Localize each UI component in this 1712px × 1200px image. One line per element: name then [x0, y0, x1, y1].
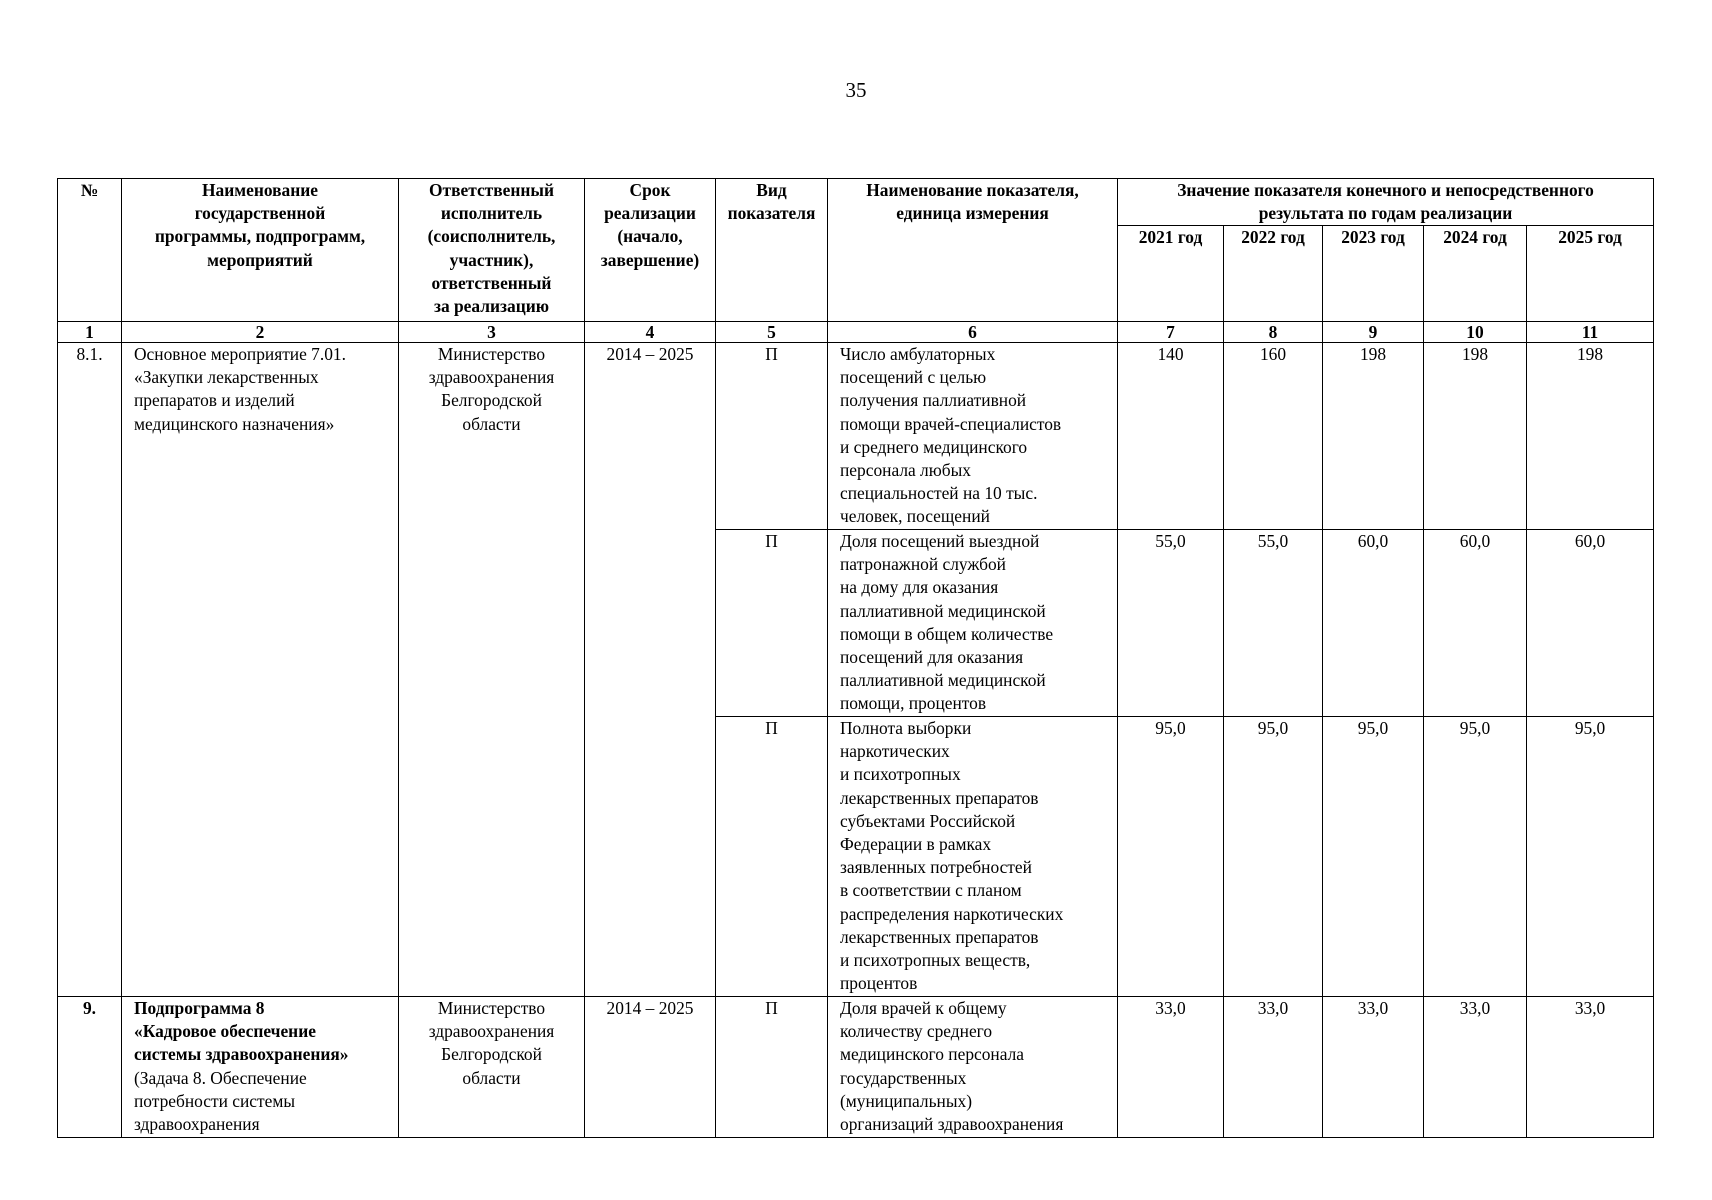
header-num: № [58, 179, 122, 322]
program-name [122, 997, 399, 1138]
header-values-group: Значение показателя конечного и непосредственного результата по годам реализации [1118, 179, 1654, 226]
value-2025: 95,0 [1527, 717, 1654, 997]
column-index: 5 [716, 322, 828, 343]
value-2025: 198 [1527, 343, 1654, 530]
value-2023: 33,0 [1323, 997, 1424, 1138]
value-2025: 60,0 [1527, 530, 1654, 717]
value-2022: 55,0 [1224, 530, 1323, 717]
indicator-name: Доля посещений выездной патронажной службой на дому для оказания паллиативной медицинской помощи в общем количестве посещений для оказания паллиативной медицинской помощи, процентов [828, 530, 1118, 717]
value-2023: 60,0 [1323, 530, 1424, 717]
program-name: Основное мероприятие 7.01. «Закупки лекарственных препаратов и изделий медицинского назначения» [122, 343, 399, 997]
header-program-name: Наименование государственной программы, подпрограмм, мероприятий [122, 179, 399, 322]
value-2024: 60,0 [1424, 530, 1527, 717]
indicator-name: Полнота выборки наркотических и психотропных лекарственных препаратов субъектами Российской Федерации в рамках заявленных потребностей в соответствии с планом распределения наркотических лекарственных препаратов и психотропных веществ, процентов [828, 717, 1118, 997]
value-2024: 95,0 [1424, 717, 1527, 997]
value-2021: 140 [1118, 343, 1224, 530]
indicator-kind: П [716, 530, 828, 717]
indicator-kind: П [716, 343, 828, 530]
page-number: 35 [845, 78, 867, 102]
row-number: 8.1. [58, 343, 122, 997]
header-year-2025: 2025 год [1527, 226, 1654, 322]
value-2022: 95,0 [1224, 717, 1323, 997]
header-indicator-name: Наименование показателя, единица измерения [828, 179, 1118, 322]
header-responsible: Ответственный исполнитель (соисполнитель, участник), ответственный за реализацию [399, 179, 585, 322]
column-index: 6 [828, 322, 1118, 343]
column-index-row [58, 322, 1654, 343]
responsible-executor: Министерство здравоохранения Белгородской области [399, 343, 585, 997]
indicator-name: Число амбулаторных посещений с целью получения паллиативной помощи врачей-специалистов и среднего медицинского персонала любых специальностей на 10 тыс. человек, посещений [828, 343, 1118, 530]
header-term: Срок реализации (начало, завершение) [585, 179, 716, 322]
column-index: 8 [1224, 322, 1323, 343]
value-2024: 198 [1424, 343, 1527, 530]
value-2023: 95,0 [1323, 717, 1424, 997]
row-number: 9. [58, 997, 122, 1138]
subprogram-title: Подпрограмма 8 «Кадровое обеспечение системы здравоохранения» [134, 998, 349, 1065]
indicator-name: Доля врачей к общему количеству среднего медицинского персонала государственных (муниципальных) организаций здравоохранения [828, 997, 1118, 1138]
column-index: 7 [1118, 322, 1224, 343]
column-index: 11 [1527, 322, 1654, 343]
value-2024: 33,0 [1424, 997, 1527, 1138]
column-index: 2 [122, 322, 399, 343]
value-2023: 198 [1323, 343, 1424, 530]
column-index: 4 [585, 322, 716, 343]
value-2021: 95,0 [1118, 717, 1224, 997]
value-2021: 55,0 [1118, 530, 1224, 717]
table-row [58, 997, 1654, 1138]
indicators-table [57, 178, 1654, 1138]
header-indicator-kind: Вид показателя [716, 179, 828, 322]
subprogram-task: (Задача 8. Обеспечение потребности системы здравоохранения [134, 1067, 307, 1135]
header-year-2023: 2023 год [1323, 226, 1424, 322]
implementation-term: 2014 – 2025 [585, 343, 716, 997]
value-2021: 33,0 [1118, 997, 1224, 1138]
value-2022: 33,0 [1224, 997, 1323, 1138]
header-year-2021: 2021 год [1118, 226, 1224, 322]
value-2025: 33,0 [1527, 997, 1654, 1138]
header-year-2024: 2024 год [1424, 226, 1527, 322]
implementation-term: 2014 – 2025 [585, 997, 716, 1138]
table-row [58, 343, 1654, 530]
responsible-executor: Министерство здравоохранения Белгородской области [399, 997, 585, 1138]
column-index: 9 [1323, 322, 1424, 343]
indicator-kind: П [716, 717, 828, 997]
column-index: 3 [399, 322, 585, 343]
column-index: 1 [58, 322, 122, 343]
header-year-2022: 2022 год [1224, 226, 1323, 322]
indicator-kind: П [716, 997, 828, 1138]
column-index: 10 [1424, 322, 1527, 343]
value-2022: 160 [1224, 343, 1323, 530]
